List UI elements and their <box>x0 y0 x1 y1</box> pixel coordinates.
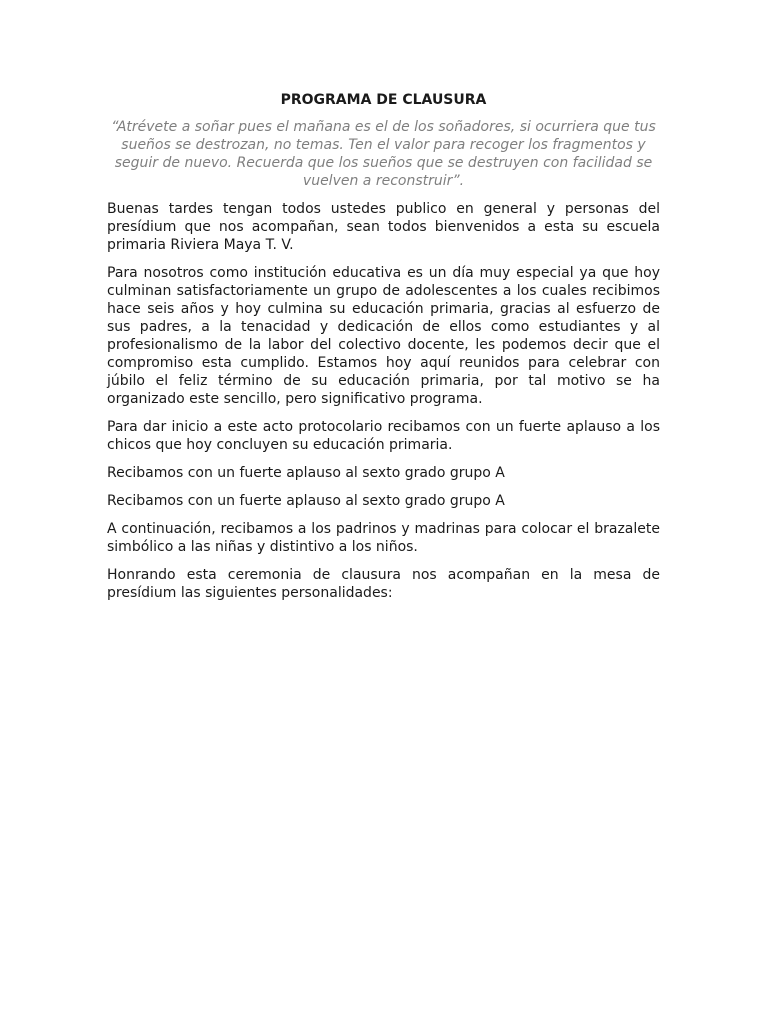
paragraph-institution: Para nosotros como institución educativa es un día muy especial ya que hoy culminan satisfactoriamente un grupo de adolescentes a los cuales recibimos hace seis años y hoy culmina su educación primaria, gracias al esfuerzo de sus padres, a la tenacidad y dedicación de ellos como estudiantes y al profesionalismo de la labor del colectivo docente, les podemos decir que el compromiso esta cumplido. Estamos hoy aquí reunidos para celebrar con júbilo el feliz término de su educación primaria, por tal motivo se ha organizado este sencillo, pero significativo programa. <box>107 265 660 407</box>
paragraph-welcome: Buenas tardes tengan todos ustedes publico en general y personas del presídium que nos acompañan, sean todos bienvenidos a esta su escuela primaria Riviera Maya T. V. <box>107 201 660 253</box>
paragraph-sponsors: A continuación, recibamos a los padrinos y madrinas para colocar el brazalete simbólico a las niñas y distintivo a los niños. <box>107 521 660 555</box>
paragraph-applause-2: Recibamos con un fuerte aplauso al sexto grado grupo A <box>107 493 505 509</box>
epigraph-quote: “Atrévete a soñar pues el mañana es el de los soñadores, si ocurriera que tus sueños se destrozan, no temas. Ten el valor para recoger los fragmentos y seguir de nuevo. Recuerda que los sueños que se destruyen con facilidad se vuelven a reconstruir”. <box>111 119 656 189</box>
paragraph-presidium: Honrando esta ceremonia de clausura nos acompañan en la mesa de presídium las siguientes personalidades: <box>107 567 660 601</box>
paragraph-applause-1: Recibamos con un fuerte aplauso al sexto grado grupo A <box>107 465 505 481</box>
paragraph-opening: Para dar inicio a este acto protocolario recibamos con un fuerte aplauso a los chicos que hoy concluyen su educación primaria. <box>107 419 660 453</box>
document-title: PROGRAMA DE CLAUSURA <box>280 92 487 108</box>
document-body <box>107 91 660 612</box>
